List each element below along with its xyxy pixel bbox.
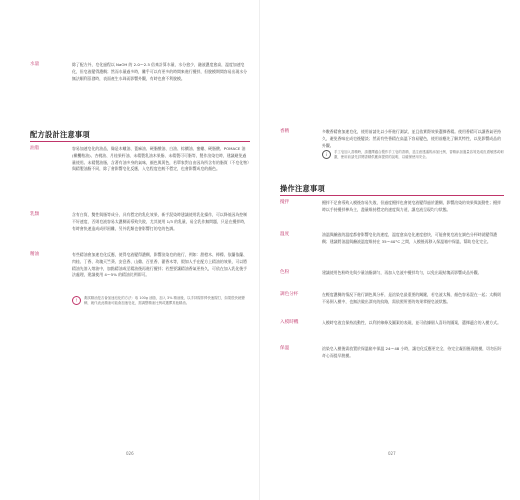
entry-label: 調色分杯 [280, 292, 299, 297]
entry-label: 油脂 [30, 146, 40, 151]
section-rule [30, 141, 250, 142]
section-title: 配方設計注意事項 [30, 130, 90, 139]
section-rule [280, 195, 504, 196]
entry-stirring [280, 200, 504, 214]
info-note [322, 150, 504, 161]
note-text: 測試精油是否會加速皂化的方法：取 100g 油脂，加入 3% 精油後，以手持攪拌棒快速攪打，如果很快就變稠，就代表此精油可能會加速皂化，需調整精油比例或選擇其他精油。 [84, 296, 245, 306]
entry-milk [30, 212, 250, 232]
page-number: 027 [388, 451, 396, 456]
entry-text: 油溫與鹼液的溫度都會影響皂化的速度，溫度愈高皂化速度愈快，可能會使皂液在調色分杯時就變得濃稠；建議將油溫與鹼液溫度維持在 35～40°C 之間，入模後再移入保溫箱中保溫，幫助皂化完全。 [322, 232, 498, 244]
entry-label: 入模時機 [280, 320, 299, 325]
entry-label: 攪拌 [280, 200, 290, 205]
page-number: 026 [126, 451, 134, 456]
entry-text: 在輕度濃稠的情況下進行調色與分杯，是渲染皂最重要的關鍵，若皂液太稀，顏色容易混在一起；太稠則不易倒入模中，也無法做出漂亮的紋路，需依照所要的效果掌握皂液狀態。 [322, 292, 501, 304]
info-icon: i [322, 150, 331, 159]
entry-text: 渲染皂入模後需放置於保溫箱中保溫 24～48 小時，讓皂化反應更完全，待完全凝固後再脫模，切勿因好奇心而提早脫模。 [322, 346, 502, 358]
entry-text: 容易加速皂化的油品，像是木蠟油、蓖麻油、硬脂酸油、白油、棕櫚油、蜜蠟、硬脂酸、POMACE 油(橄欖粕油)、杏桃油、月桂果籽油、未精製乳油木果脂、未精製可可脂等，製作渲染皂時，建議避免過量使用。未精製油脂，含著有油多身的氣味，顏色與黃色，若單家對自由因為所含有的脂質（不皂化物）與精製油脂不同，除了會影響皂化反應，入皂程度也較不穩定，也會影響成皂的顏色。 [72, 146, 250, 172]
tip-note [72, 296, 250, 307]
entry-fragrance [280, 129, 504, 149]
entry-label: 色粉 [280, 270, 290, 275]
intro-entry [30, 62, 248, 82]
entry-label: 溫度 [280, 232, 290, 237]
entry-text: 多數香精會加速皂化，使用前請先以小杯進行測試，並且依實際效果選擇香精。使用香精可以讓香氣更持久，避免香味在成皂後變淡；然而有些香精在高溫下容易變色，使用前應先了解其特性，以免影響成品的外觀。 [322, 129, 501, 148]
entry-text: 含有白質，雙性與脂等成分，具有穩定的乳化效果，新手混染時建議使用乳化操作，可以降低因為控制不好速度，否則皂液容易太濃稠而導致失敗，尤其使用 1/3 的乳量，易全乳作無問題，只是在攪拌時，有時會快速造成成形困難，另外乳類也會影響打的皂的色調。 [72, 212, 249, 231]
entry-oils [30, 146, 250, 173]
entry-text: 入模時皂液宜保持流動性，以利於線條及圖案的表現，並可依據個人喜好的圖案，選擇適合的入模方式。 [322, 320, 501, 325]
entry-label: 乳類 [30, 212, 40, 217]
section-title: 操作注意事項 [280, 184, 325, 193]
entry-temperature [280, 232, 504, 246]
right-page [260, 0, 520, 500]
entry-text: 除了配方外，皂化過程以 NaOH 的 2.0～2.5 倍來計算水量，水分愈少，融液濃度愈高，溫度加速皂化，但皂液變得濃稠；然而水量過多時，難乎可以有更多的時間來進行攪拌，但脫模期間容易出現水分無法順利蒸發時，表面產生水珠而影響外觀，有時也會不利脫模。 [72, 62, 248, 81]
entry-insulation [280, 346, 504, 360]
entry-label: 保溫 [280, 346, 290, 351]
entry-text: 攪拌不足會導致入模後容易失敗，但過度攪拌也會使皂液變得過於濃稠，影響渲染的效果與流動性；攪拌時以手持攪拌棒為主，盡量維持穩定的速度與力道，讓皂液呈現均勻狀態。 [322, 200, 501, 212]
note-text: 手工皂加入香精時，請選擇適合製作手工皂的香精，並注意建議的添加比例，香精添加過量容易造成皮膚敏感或刺激，使用前請先詳閱香精供應商提供的說明，以確保使用安全。 [334, 150, 504, 160]
entry-label: 精油 [30, 252, 40, 257]
entry-pigment [280, 270, 504, 277]
entry-text: 有些精油會加速皂化反應，使得皂液變得濃稠，影響渲染皂的進行，例如：甜橙木、檸檬、依蘭依蘭、肉桂、丁香、玫瑰天竺葵、安息香、山雞、百里香、藿香木等，假如人手在配方上精油的效果，可以將精油先溶入熔油中，加點精油或至精油後再進行攪拌；若想要讓精油香氣更持久，可依在加入乳化後手法處理，建議使用 4～5% 的精油比例即可。 [72, 252, 248, 278]
entry-color-split [280, 292, 504, 306]
warning-icon: ! [72, 296, 81, 305]
entry-label: 香精 [280, 129, 290, 134]
entry-essential-oil [30, 252, 250, 279]
entry-text: 建議使用色粉時先與少量油脂調勻，再加入皂液中攪拌均勻，以免出現結塊而影響成品外觀。 [322, 270, 482, 275]
entry-pour-timing [280, 320, 504, 327]
entry-label: 水量 [30, 62, 40, 67]
